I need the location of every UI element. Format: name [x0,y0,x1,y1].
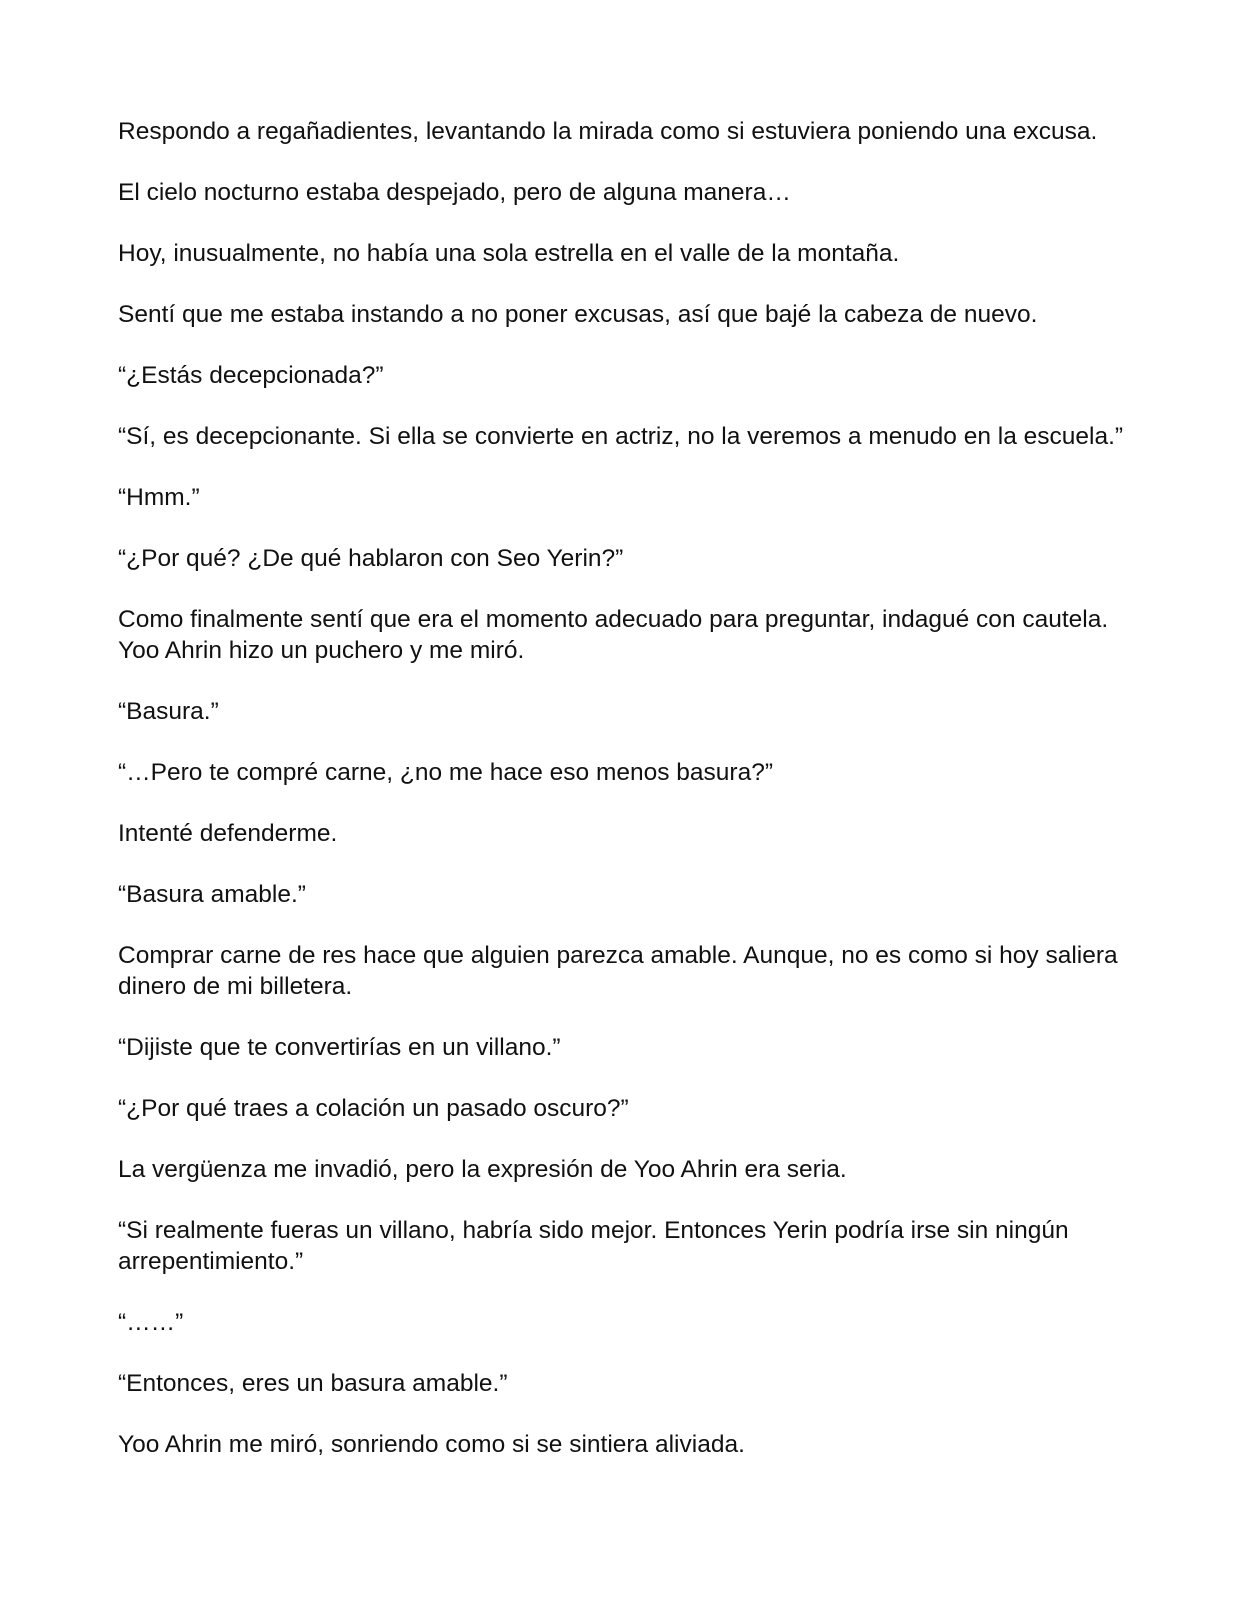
paragraph: “Hmm.” [118,484,200,511]
paragraph: “¿Estás decepcionada?” [118,362,384,389]
paragraph: “…Pero te compré carne, ¿no me hace eso menos basura?” [118,759,774,786]
paragraph: “Entonces, eres un basura amable.” [118,1370,508,1397]
paragraph: Yoo Ahrin me miró, sonriendo como si se sintiera aliviada. [118,1431,745,1458]
paragraph: “……” [118,1309,184,1336]
paragraph: Como finalmente sentí que era el momento adecuado para preguntar, indagué con cautela. Yoo Ahrin hizo un puchero y me miró. [118,606,1109,664]
paragraph: Hoy, inusualmente, no había una sola estrella en el valle de la montaña. [118,240,900,267]
paragraph: Respondo a regañadientes, levantando la mirada como si estuviera poniendo una excusa. [118,118,1098,145]
paragraph: El cielo nocturno estaba despejado, pero de alguna manera… [118,179,791,206]
paragraph: “Basura amable.” [118,881,306,908]
paragraph: “Sí, es decepcionante. Si ella se convierte en actriz, no la veremos a menudo en la escuela.” [118,423,1124,450]
paragraph: “Si realmente fueras un villano, habría sido mejor. Entonces Yerin podría irse sin ningún arrepentimiento.” [118,1217,1069,1275]
paragraph: “Dijiste que te convertirías en un villano.” [118,1034,561,1061]
paragraph: Intenté defenderme. [118,820,338,847]
paragraph: “¿Por qué traes a colación un pasado oscuro?” [118,1095,629,1122]
paragraph: Sentí que me estaba instando a no poner excusas, así que bajé la cabeza de nuevo. [118,301,1038,328]
paragraph: “¿Por qué? ¿De qué hablaron con Seo Yerin?” [118,545,624,572]
paragraph: La vergüenza me invadió, pero la expresión de Yoo Ahrin era seria. [118,1156,847,1183]
paragraph: Comprar carne de res hace que alguien parezca amable. Aunque, no es como si hoy saliera dinero de mi billetera. [118,942,1118,1000]
paragraph: “Basura.” [118,698,219,725]
